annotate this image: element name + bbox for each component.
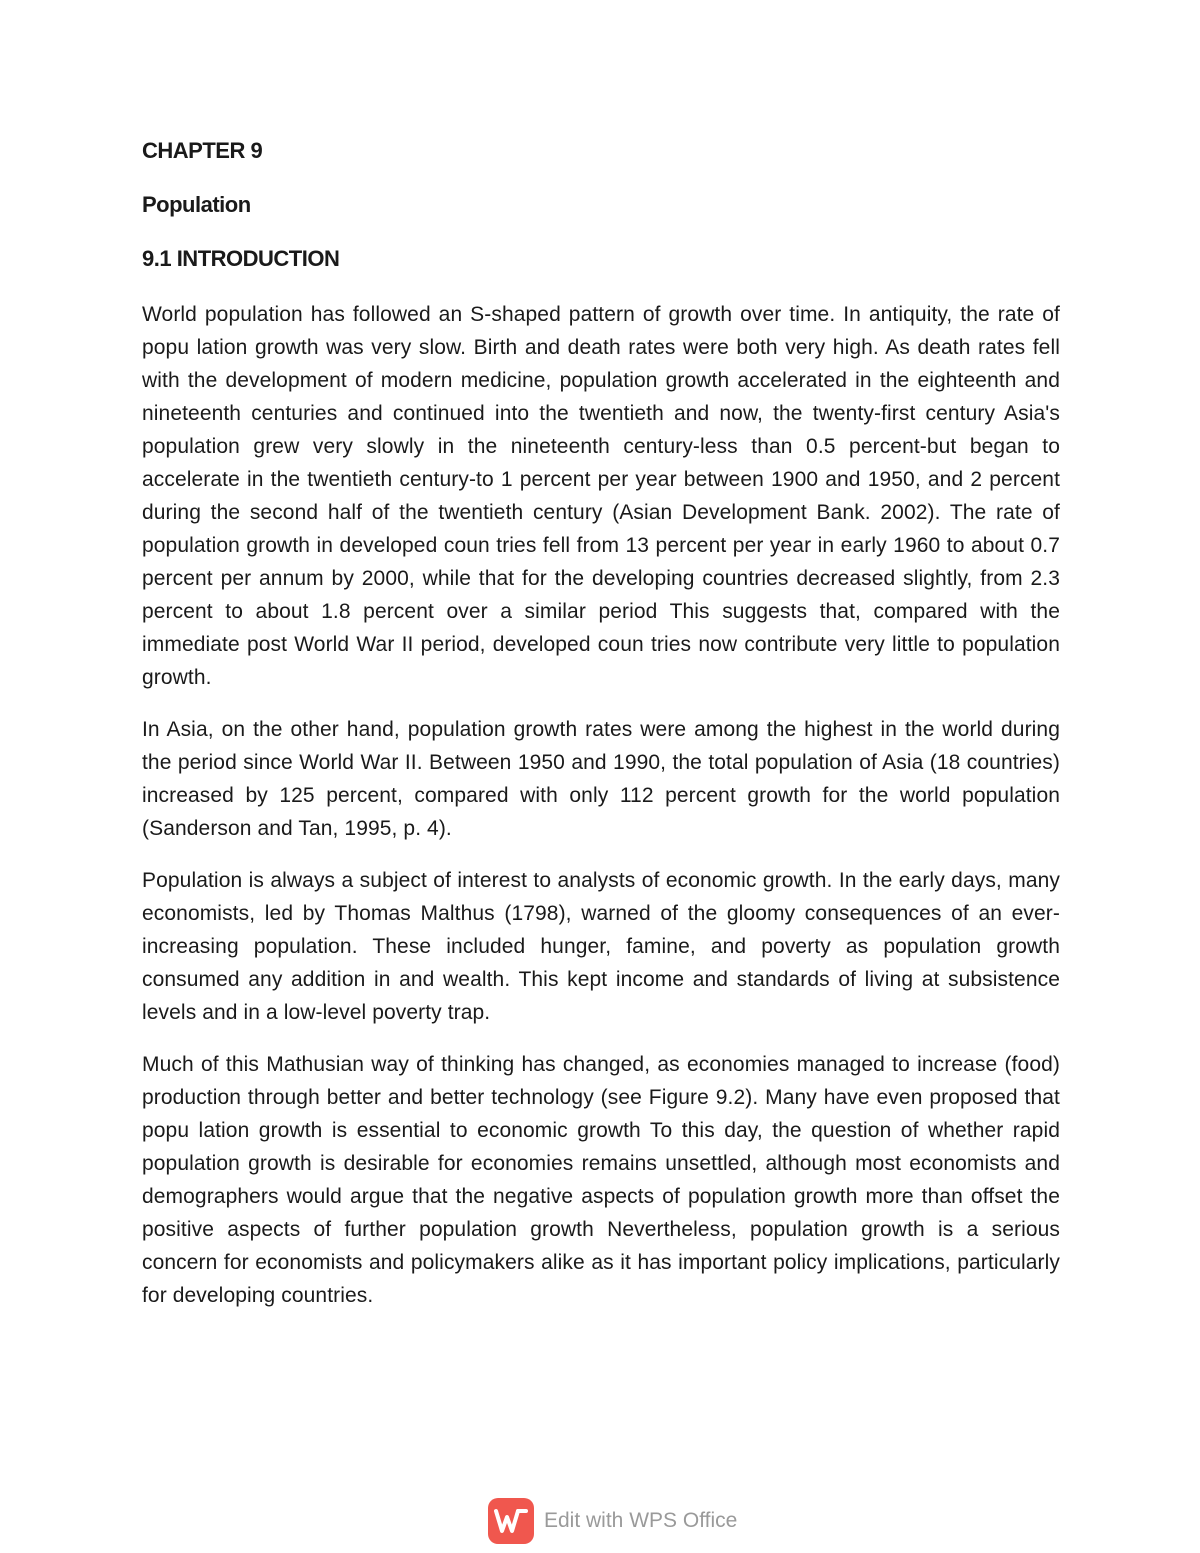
- section-heading: 9.1 INTRODUCTION: [142, 246, 340, 271]
- wps-logo-icon: [488, 1498, 534, 1544]
- paragraph: World population has followed an S-shaped pattern of growth over time. In antiquity, the rate of popu lation growth was very slow. Birth and death rates were both very high. As death rates fell with the development of modern medicine, population growth accelerated in the eighteenth and nineteenth centuries and continued into the twentieth and now, the twenty-first century Asia's population grew very slowly in the nineteenth century-less than 0.5 percent-but began to accelerate in the twentieth century-to 1 percent per year between 1900 and 1950, and 2 percent during the second half of the twentieth century (Asian Development Bank. 2002). The rate of population growth in developed coun tries fell from 13 percent per year in early 1960 to about 0.7 percent per annum by 2000, while that for the developing countries decreased slightly, from 2.3 percent to about 1.8 percent over a similar period This suggests that, compared with the immediate post World War II period, developed coun tries now contribute very little to population growth.: [142, 303, 1060, 689]
- chapter-title: Population: [142, 192, 251, 217]
- paragraph: Much of this Mathusian way of thinking has changed, as economies managed to increase (food) production through better and better technology (see Figure 9.2). Many have even proposed that popu lation growth is essential to economic growth To this day, the question of whether rapid population growth is desirable for economies remains unsettled, although most economists and demographers would argue that the negative aspects of population growth more than offset the positive aspects of further population growth Nevertheless, population growth is a serious concern for economists and policymakers alike as it has important policy implications, particularly for developing countries.: [142, 1053, 1060, 1307]
- document-page: [142, 138, 1060, 1331]
- paragraph: Population is always a subject of interest to analysts of economic growth. In the early days, many economists, led by Thomas Malthus (1798), warned of the gloomy consequences of an ever-increasing population. These included hunger, famine, and poverty as population growth consumed any addition in and wealth. This kept income and standards of living at subsistence levels and in a low-level poverty trap.: [142, 869, 1060, 1024]
- watermark-text: Edit with WPS Office: [544, 1509, 738, 1532]
- chapter-label: CHAPTER 9: [142, 138, 263, 163]
- paragraph: In Asia, on the other hand, population growth rates were among the highest in the world during the period since World War II. Between 1950 and 1990, the total population of Asia (18 countries) increased by 125 percent, compared with only 112 percent growth for the world population (Sanderson and Tan, 1995, p. 4).: [142, 718, 1060, 840]
- wps-watermark[interactable]: [488, 1498, 737, 1544]
